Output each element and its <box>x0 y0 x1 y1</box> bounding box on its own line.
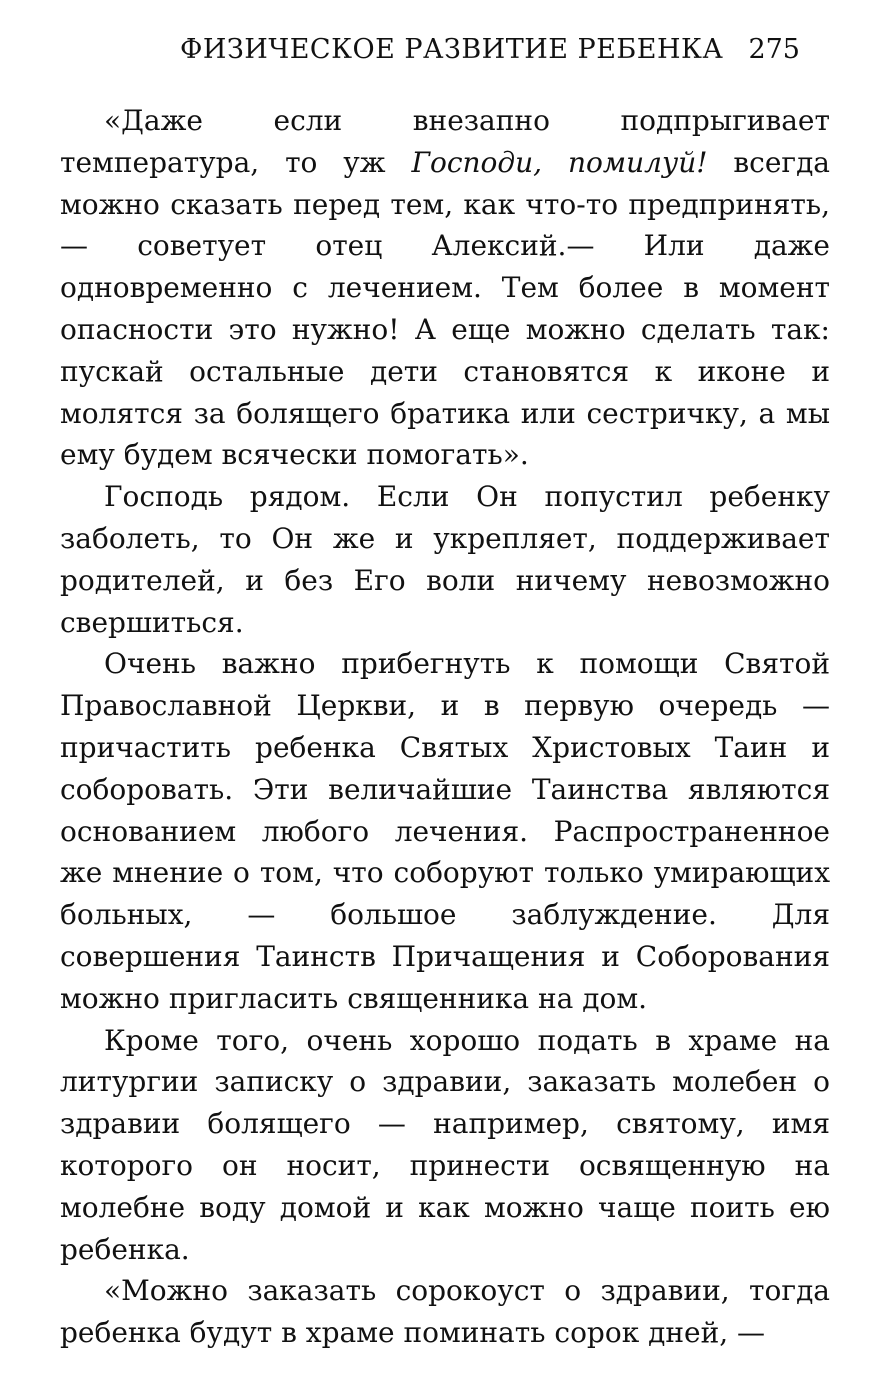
body-text <box>60 100 830 1354</box>
paragraph-text: «Даже если внезапно подпрыгивает температура, то уж <box>60 104 830 179</box>
paragraph-church-sacraments: Очень важно прибегнуть к помощи Святой Православной Церкви, и в первую очередь — причастить ребенка Святых Христовых Таин и соборовать. Эти величайшие Таинства являются основанием любого лечения. Распространенное же мнение о том, что соборуют только умирающих больных, — большое заблуждение. Для совершения Таинств Причащения и Соборования можно пригласить священника на дом. <box>60 647 830 1015</box>
paragraph-health-note: Кроме того, очень хорошо подать в храме на литургии записку о здравии, заказать молебен о здравии болящего — например, святому, имя которого он носит, принести освященную на молебне воду домой и как можно чаще поить ею ребенка. <box>60 1023 830 1266</box>
running-head <box>60 30 828 74</box>
paragraph-god-is-near: Господь рядом. Если Он попустил ребенку заболеть, то Он же и укрепляет, поддерживает родителей, и без Его воли ничему невозможно свершиться. <box>60 480 830 639</box>
paragraph-quote-father-alexy <box>60 100 830 476</box>
italic-prayer: Господи, помилуй! <box>411 145 708 179</box>
paragraph-sorokoust: «Можно заказать сорокоуст о здравии, тогда ребенка будут в храме поминать сорок дней, — <box>60 1274 830 1350</box>
paragraph-text: всегда можно сказать перед тем, как что-то предпринять,— советует отец Алексий.— Или даже одновременно с лечением. Тем более в момент опасности это нужно! А еще можно сделать так: пускай остальные дети становятся к иконе и молятся за болящего братика или сестричку, а мы ему будем всячески помогать». <box>60 145 830 472</box>
page-number: 275 <box>748 34 800 65</box>
running-title: ФИЗИЧЕСКОЕ РАЗВИТИЕ РЕБЕНКА <box>180 34 724 65</box>
